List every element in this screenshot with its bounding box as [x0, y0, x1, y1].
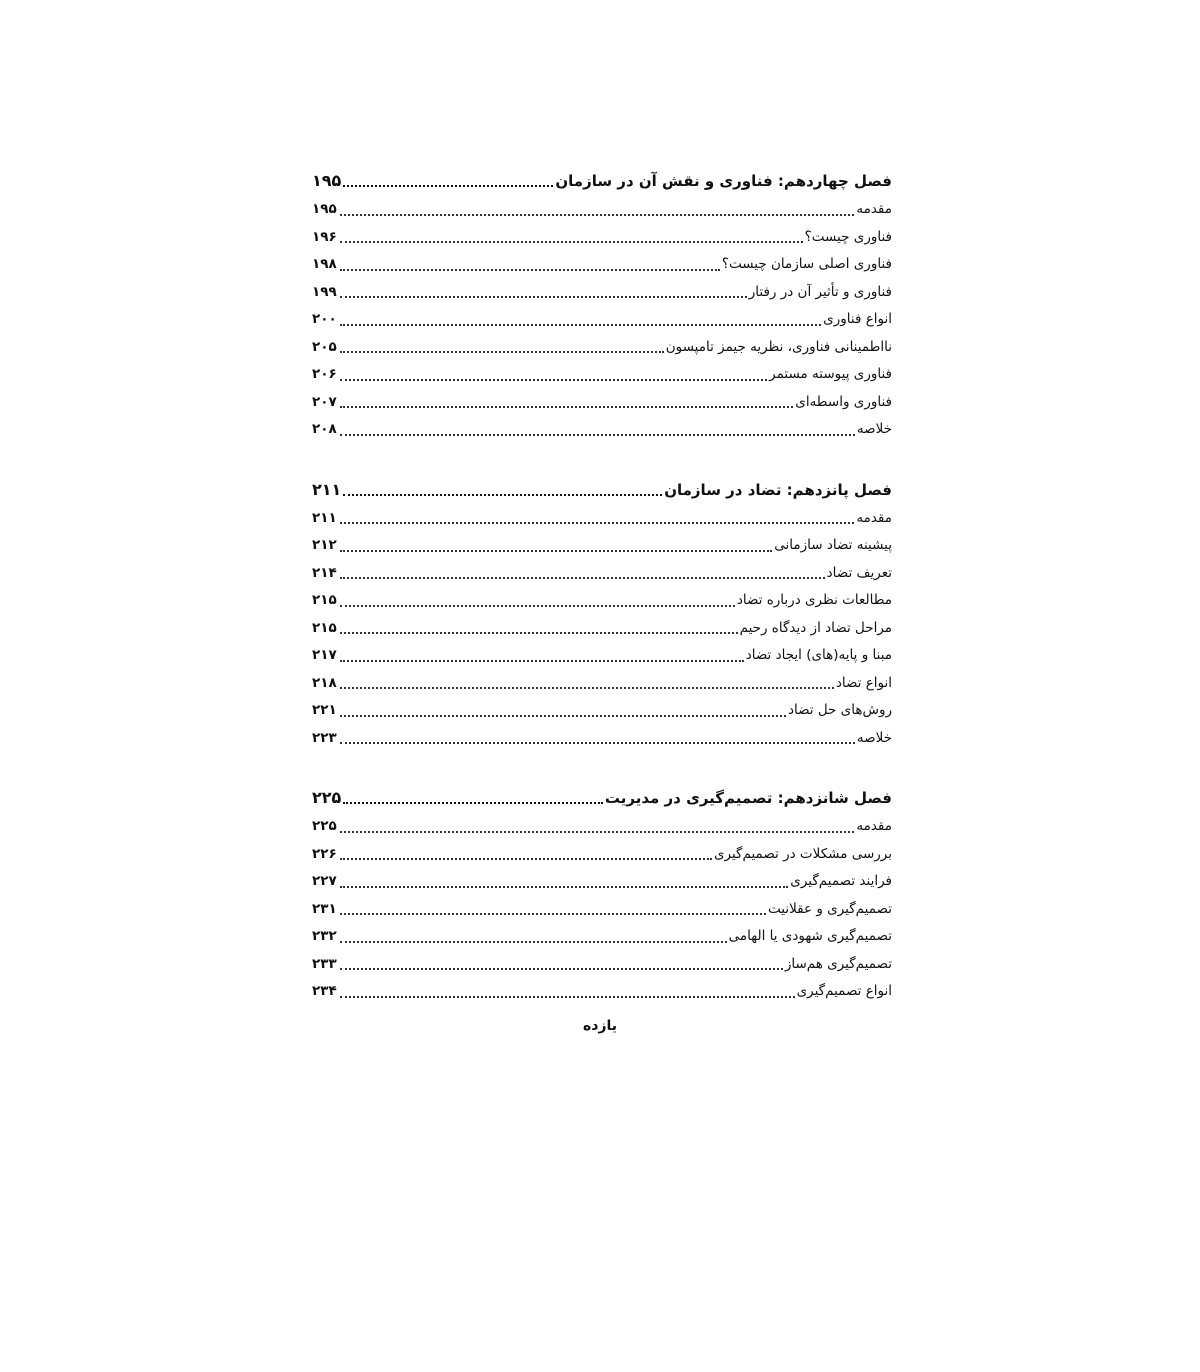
entry-page-number: ۲۱۷ — [312, 647, 337, 663]
entry-title: نااطمینانی فناوری، نظریه جیمز تامپسون — [665, 338, 892, 355]
entry-title: تصمیم‌گیری هم‌ساز — [784, 955, 892, 972]
toc-entry[interactable] — [312, 560, 892, 588]
entry-page-number: ۲۱۲ — [312, 537, 337, 553]
entry-page-number: ۲۱۵ — [312, 592, 337, 608]
entry-page-number: ۲۱۵ — [312, 619, 337, 636]
entry-title: مراحل تضاد از دیدگاه رحیم — [739, 619, 892, 636]
dot-leader — [340, 631, 738, 634]
entry-title: خلاصه — [856, 729, 892, 746]
toc-entry[interactable] — [312, 251, 892, 279]
entry-page-number: ۲۰۷ — [312, 393, 337, 410]
chapter-title: فصل چهاردهم: فناوری و نقش آن در سازمان — [555, 172, 892, 190]
entry-title: مقدمه — [856, 201, 892, 217]
entry-title: فناوری واسطه‌ای — [795, 393, 892, 410]
entry-title: تعریف تضاد — [826, 564, 892, 581]
dot-leader — [340, 604, 735, 607]
toc-entry[interactable] — [312, 923, 892, 951]
entry-page-number: ۲۲۶ — [312, 845, 337, 862]
dot-leader — [343, 493, 662, 496]
entry-title: فناوری و تأثیر آن در رفتار — [748, 283, 892, 300]
entry-title: مبنا و پایه(های) ایجاد تضاد — [745, 647, 892, 663]
toc-entry[interactable] — [312, 334, 892, 362]
entry-title: انواع تضاد — [835, 674, 892, 691]
chapter-page-number: ۲۲۵ — [312, 788, 342, 807]
entry-page-number: ۲۱۱ — [312, 509, 337, 526]
chapter-title: فصل شانزدهم: تصمیم‌گیری در مدیریت — [604, 789, 892, 807]
dot-leader — [340, 350, 664, 353]
entry-title: فناوری اصلی سازمان چیست؟ — [721, 256, 892, 272]
dot-leader — [340, 433, 855, 436]
chapter-page-number: ۲۱۱ — [312, 479, 342, 499]
toc-entry[interactable] — [312, 196, 892, 224]
chapter-heading[interactable] — [312, 475, 892, 505]
entry-page-number: ۲۱۴ — [312, 564, 337, 581]
toc-entry[interactable] — [312, 978, 892, 1006]
toc-entry[interactable] — [312, 951, 892, 979]
toc-entry[interactable] — [312, 306, 892, 334]
dot-leader — [340, 686, 834, 689]
dot-leader — [340, 857, 712, 860]
dot-leader — [340, 741, 855, 744]
dot-leader — [340, 521, 854, 524]
entry-title: پیشینه تضاد سازمانی — [774, 537, 892, 553]
page-number-footer: یازده — [582, 1018, 618, 1034]
toc-entry[interactable] — [312, 279, 892, 307]
entry-page-number: ۲۰۶ — [312, 366, 337, 382]
entry-page-number: ۲۲۱ — [312, 702, 337, 718]
dot-leader — [340, 378, 767, 381]
chapter-title: فصل پانزدهم: تضاد در سازمان — [664, 480, 892, 499]
dot-leader — [340, 268, 720, 271]
toc-entry[interactable] — [312, 697, 892, 725]
entry-title: روش‌های حل تضاد — [787, 702, 892, 718]
entry-page-number: ۲۱۸ — [312, 674, 337, 691]
dot-leader — [343, 801, 603, 804]
entry-title: فناوری پیوسته مستمر — [769, 366, 892, 382]
entry-page-number: ۲۲۵ — [312, 818, 337, 834]
dot-leader — [340, 714, 786, 717]
dot-leader — [340, 549, 772, 552]
entry-title: انواع فناوری — [823, 311, 892, 327]
dot-leader — [340, 405, 793, 408]
dot-leader — [340, 323, 821, 326]
dot-leader — [340, 830, 854, 833]
dot-leader — [340, 940, 727, 943]
chapter-15 — [312, 475, 892, 753]
toc-entry[interactable] — [312, 670, 892, 698]
toc-entry[interactable] — [312, 587, 892, 615]
entry-page-number: ۲۰۰ — [312, 311, 337, 327]
dot-leader — [340, 659, 744, 662]
toc-entry[interactable] — [312, 868, 892, 896]
entry-page-number: ۲۰۵ — [312, 338, 337, 355]
entry-page-number: ۱۹۸ — [312, 256, 337, 272]
dot-leader — [340, 912, 766, 915]
entry-page-number: ۲۳۱ — [312, 900, 337, 917]
entry-title: تصمیم‌گیری و عقلانیت — [768, 900, 892, 917]
toc-entry[interactable] — [312, 813, 892, 841]
table-of-contents — [312, 166, 892, 1037]
dot-leader — [340, 213, 854, 216]
entry-title: فرایند تصمیم‌گیری — [790, 873, 892, 889]
toc-entry[interactable] — [312, 896, 892, 924]
entry-title: فناوری چیست؟ — [804, 228, 892, 245]
chapter-page-number: ۱۹۵ — [312, 171, 342, 190]
entry-page-number: ۲۰۸ — [312, 421, 337, 437]
entry-title: تصمیم‌گیری شهودی یا الهامی — [728, 928, 892, 944]
toc-entry[interactable] — [312, 532, 892, 560]
chapter-16 — [312, 783, 892, 1006]
chapter-heading[interactable] — [312, 783, 892, 813]
toc-entry[interactable] — [312, 224, 892, 252]
toc-entry[interactable] — [312, 642, 892, 670]
dot-leader — [340, 967, 783, 970]
dot-leader — [340, 885, 788, 888]
toc-entry[interactable] — [312, 505, 892, 533]
toc-entry[interactable] — [312, 361, 892, 389]
entry-page-number: ۲۳۴ — [312, 983, 337, 999]
toc-entry[interactable] — [312, 615, 892, 643]
entry-page-number: ۲۲۷ — [312, 873, 337, 889]
entry-title: مقدمه — [856, 509, 892, 526]
toc-entry[interactable] — [312, 725, 892, 753]
toc-entry[interactable] — [312, 841, 892, 869]
dot-leader — [343, 184, 553, 187]
entry-page-number: ۲۲۳ — [312, 729, 337, 746]
entry-title: مقدمه — [856, 818, 892, 834]
toc-entry[interactable] — [312, 389, 892, 417]
chapter-14 — [312, 166, 892, 444]
entry-page-number: ۱۹۶ — [312, 228, 337, 245]
dot-leader — [340, 576, 825, 579]
toc-entry[interactable] — [312, 416, 892, 444]
entry-title: مطالعات نظری درباره تضاد — [736, 592, 892, 608]
entry-page-number: ۱۹۹ — [312, 283, 337, 300]
entry-page-number: ۲۳۲ — [312, 928, 337, 944]
dot-leader — [340, 995, 795, 998]
dot-leader — [340, 240, 803, 243]
entry-title: انواع تصمیم‌گیری — [796, 983, 892, 999]
entry-title: خلاصه — [856, 421, 892, 437]
entry-page-number: ۱۹۵ — [312, 201, 337, 217]
chapter-heading[interactable] — [312, 166, 892, 196]
entry-title: بررسی مشکلات در تصمیم‌گیری — [713, 845, 892, 862]
dot-leader — [340, 295, 747, 298]
entry-page-number: ۲۳۳ — [312, 955, 337, 972]
